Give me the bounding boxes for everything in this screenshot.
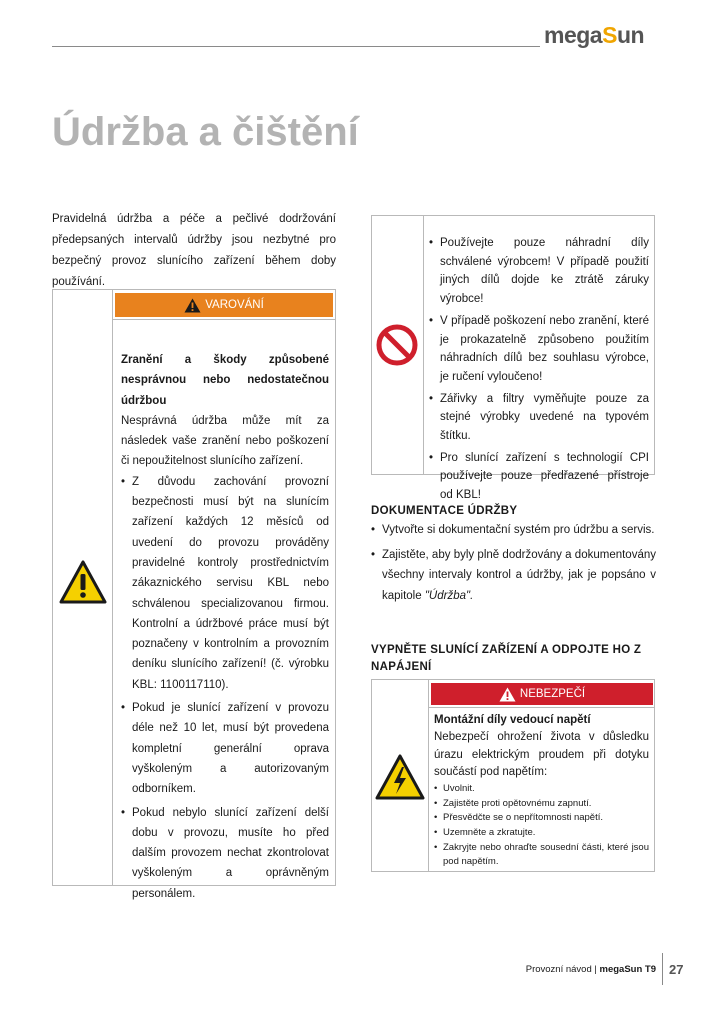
- list-item: • Pro slunící zařízení s technologií CPI používejte pouze předřazené přístroje od KBL!: [429, 449, 649, 505]
- danger-box: [371, 679, 655, 872]
- danger-label: NEBEZPEČÍ: [519, 688, 586, 700]
- list-item: • V případě poškození nebo zranění, které je prokazatelně způsobeno použitím náhradních dílů bez souhlasu výrobce, je ručení vyloučeno!: [429, 312, 649, 387]
- prohibition-box: [371, 215, 655, 502]
- danger-heading: Montážní díly vedoucí napětí: [434, 714, 591, 726]
- list-item: • Přesvědčte se o nepřítomnosti napětí.: [434, 811, 649, 826]
- page-number: 27: [669, 962, 684, 977]
- list-item: • Pokud je slunící zařízení v provozu déle než 10 let, musí být provedena kompletní generální oprava vyškoleným a autorizovaným odborníkem.: [121, 698, 329, 799]
- danger-small-icon: [499, 687, 516, 702]
- list-item: • Uvolnit.: [434, 782, 649, 797]
- list-item: • Zajistěte, aby byly plně dodržovány a dokumentovány všechny intervaly kontrol a údržby, jak je popsáno v kapitole "Údržba".: [371, 545, 656, 607]
- danger-icon-column: [372, 680, 429, 871]
- warning-heading: Zranění a škody způsobené nesprávnou nebo nedostatečnou údržbou: [121, 354, 329, 407]
- danger-list: [434, 782, 649, 870]
- warning-text: Nesprávná údržba může mít za následek vaše zranění nebo poškození či nepoužitelnost slunícího zařízení.: [121, 414, 329, 468]
- list-item: • Používejte pouze náhradní díly schválené výrobcem! V případě použití jiných dílů dojde ke ztrátě záruky výrobce!: [429, 234, 649, 309]
- warning-icon-column: [53, 290, 113, 885]
- warning-content: [121, 350, 329, 907]
- disconnect-heading: VYPNĚTE SLUNÍCÍ ZAŘÍZENÍ A ODPOJTE HO Z NAPÁJENÍ: [371, 644, 642, 673]
- list-item: • Zářivky a filtry vyměňujte pouze za stejné výrobky uvedené na typovém štítku.: [429, 390, 649, 446]
- prohibition-list: [429, 234, 649, 505]
- warning-box: [52, 289, 336, 900]
- prohibition-icon-column: [372, 216, 424, 474]
- prohibition-content: [429, 234, 649, 508]
- megasun-logo: megaSun: [544, 22, 645, 48]
- list-item: • Z důvodu zachování provozní bezpečnosti musí být na slunícím zařízení každých 12 měsíců od uvedení do provozu prováděny pravidelné kontroly prostřednictvím zákaznického servisu KBL nebo schválenou specializovanou firmou. Kontrolní a údržbové práce musí být poznačeny v kontrolním a provozním deníku slunícího zařízení! (č. výrobku KBL: 1100117110).: [121, 472, 329, 695]
- warning-small-icon: [184, 298, 201, 313]
- electric-hazard-icon: [375, 754, 425, 800]
- footer-text: Provozní návod | megaSun T9: [525, 964, 656, 975]
- warning-divider: [113, 319, 335, 320]
- intro-paragraph: Pravidelná údržba a péče a pečlivé dodržování předepsaných intervalů údržby jsou nezbytné pro bezpečný provoz slunícího zařízení během doby používání.: [52, 213, 336, 288]
- list-item: • Zakryjte nebo ohraďte sousední části, které jsou pod napětím.: [434, 841, 649, 870]
- danger-header: [431, 683, 653, 705]
- danger-content: [434, 712, 649, 870]
- danger-text: Nebezpečí ohrožení života v důsledku úrazu elektrickým proudem při dotyku součástí pod napětím:: [434, 731, 649, 778]
- warning-label: VAROVÁNÍ: [205, 299, 264, 311]
- list-item: • Uzemněte a zkratujte.: [434, 826, 649, 841]
- documentation-heading: DOKUMENTACE ÚDRŽBY: [371, 505, 518, 517]
- warning-triangle-icon: [59, 560, 107, 604]
- prohibition-icon: [375, 323, 419, 367]
- list-item: • Zajistěte proti opětovnému zapnutí.: [434, 797, 649, 812]
- page-title: Údržba a čištění: [52, 110, 359, 154]
- warning-header: [115, 293, 333, 317]
- danger-divider: [429, 707, 654, 708]
- header-rule: [52, 46, 540, 47]
- documentation-list: [371, 520, 656, 610]
- list-item: • Pokud nebylo slunící zařízení delší dobu v provozu, musíte ho před dalším provozem nechat zkontrolovat vyškoleným a oprávněným personálem.: [121, 803, 329, 904]
- footer-divider: [662, 953, 663, 985]
- warning-list: [121, 472, 329, 904]
- list-item: • Vytvořte si dokumentační systém pro údržbu a servis.: [371, 520, 656, 541]
